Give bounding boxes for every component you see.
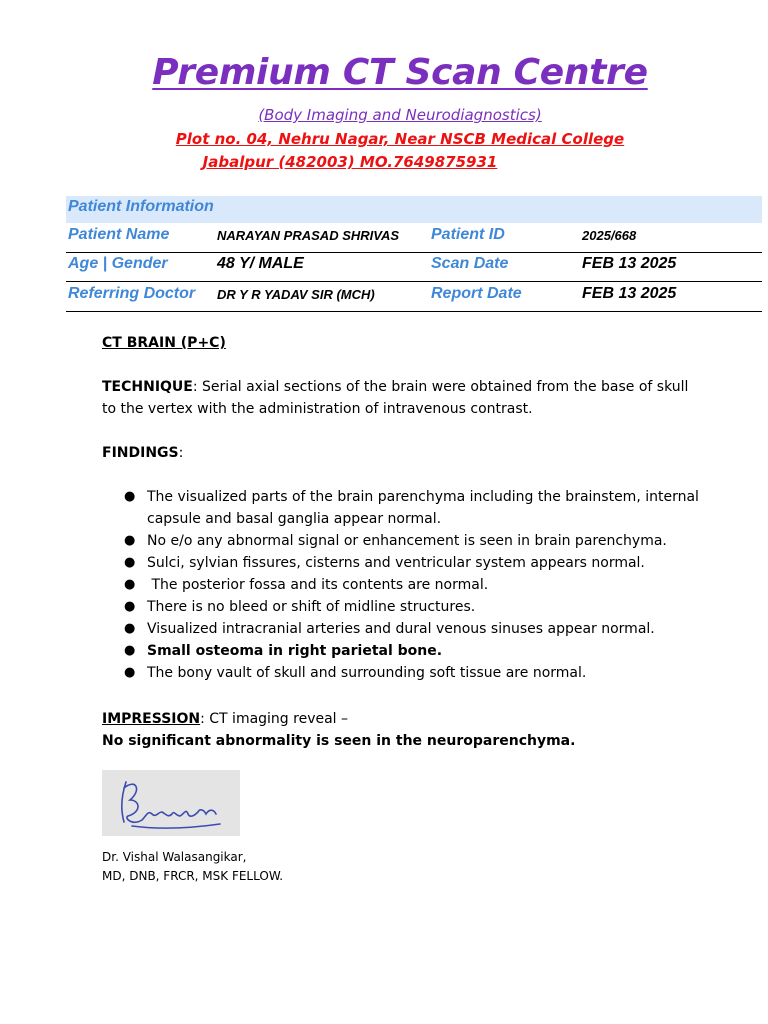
impression-text: No significant abnormality is seen in the neuroparenchyma.: [102, 733, 576, 749]
doctor-credentials: MD, DNB, FRCR, MSK FELLOW.: [102, 869, 284, 883]
finding-text: No e/o any abnormal signal or enhancement is seen in brain parenchyma.: [147, 533, 667, 549]
bullet-icon: ●: [124, 555, 136, 570]
referring-doctor-label: Referring Doctor: [68, 285, 196, 302]
centre-name: Premium CT Scan Centre: [152, 52, 648, 93]
impression-label: IMPRESSION: [102, 711, 201, 727]
bullet-icon: ●: [124, 665, 136, 680]
patient-name-value: NARAYAN PRASAD SHRIVAS: [217, 228, 400, 243]
signature-image: [102, 770, 240, 836]
report-date-label: Report Date: [431, 285, 522, 302]
scan-date-label: Scan Date: [431, 255, 509, 272]
technique-paragraph: [102, 376, 702, 420]
age-gender-value: 48 Y/ MALE: [217, 255, 304, 272]
bullet-icon: ●: [124, 643, 136, 658]
table-rule: [66, 311, 762, 312]
technique-label: TECHNIQUE: [102, 379, 193, 395]
list-item: [102, 574, 712, 596]
referring-doctor-value: DR Y R YADAV SIR (MCH): [217, 287, 375, 302]
finding-text: The posterior fossa and its contents are normal.: [147, 577, 489, 593]
list-item: [102, 640, 712, 662]
finding-text: Sulci, sylvian fissures, cisterns and ventricular system appears normal.: [147, 555, 645, 571]
findings-colon: :: [178, 445, 184, 461]
list-item: [102, 596, 712, 618]
findings-list: [102, 486, 712, 684]
findings-label: FINDINGS: [102, 445, 179, 461]
age-gender-label: Age | Gender: [68, 255, 168, 272]
bullet-icon: ●: [124, 577, 136, 592]
study-title: CT BRAIN (P+C): [102, 335, 226, 351]
list-item: [102, 552, 712, 574]
list-item: [102, 530, 712, 552]
doctor-name: Dr. Vishal Walasangikar,: [102, 850, 247, 864]
table-rule: [66, 281, 762, 282]
bullet-icon: ●: [124, 533, 136, 548]
patient-id-label: Patient ID: [431, 226, 505, 243]
list-item: [102, 662, 712, 684]
bullet-icon: ●: [124, 621, 136, 636]
finding-text: The visualized parts of the brain parenchyma including the brainstem, internal capsule and basal ganglia appear normal.: [147, 489, 699, 527]
address-line-2: Jabalpur (482003) MO.7649875931: [202, 153, 498, 171]
technique-text: : Serial axial sections of the brain were obtained from the base of skull to the vertex with the administration of intravenous contrast.: [102, 379, 689, 417]
impression-line: [102, 708, 348, 730]
address-line-1: Plot no. 04, Nehru Nagar, Near NSCB Medical College: [175, 130, 625, 148]
bullet-icon: ●: [124, 489, 136, 504]
finding-text: Visualized intracranial arteries and dural venous sinuses appear normal.: [147, 621, 655, 637]
findings-heading: [102, 442, 183, 464]
list-item: [102, 486, 712, 530]
signature-drawing: [102, 770, 240, 836]
patient-name-label: Patient Name: [68, 226, 170, 243]
finding-text: There is no bleed or shift of midline structures.: [147, 599, 476, 615]
scan-date-value: FEB 13 2025: [582, 255, 677, 272]
impression-lead: : CT imaging reveal –: [200, 711, 349, 727]
patient-id-value: 2025/668: [582, 228, 637, 243]
bullet-icon: ●: [124, 599, 136, 614]
table-rule: [66, 252, 762, 253]
finding-text: Small osteoma in right parietal bone.: [147, 643, 443, 659]
findings-list-container: [102, 486, 712, 684]
centre-subtitle: (Body Imaging and Neurodiagnostics): [258, 106, 542, 124]
patient-info-title: Patient Information: [68, 198, 214, 215]
list-item: [102, 618, 712, 640]
report-date-value: FEB 13 2025: [582, 285, 677, 302]
finding-text: The bony vault of skull and surrounding soft tissue are normal.: [147, 665, 587, 681]
